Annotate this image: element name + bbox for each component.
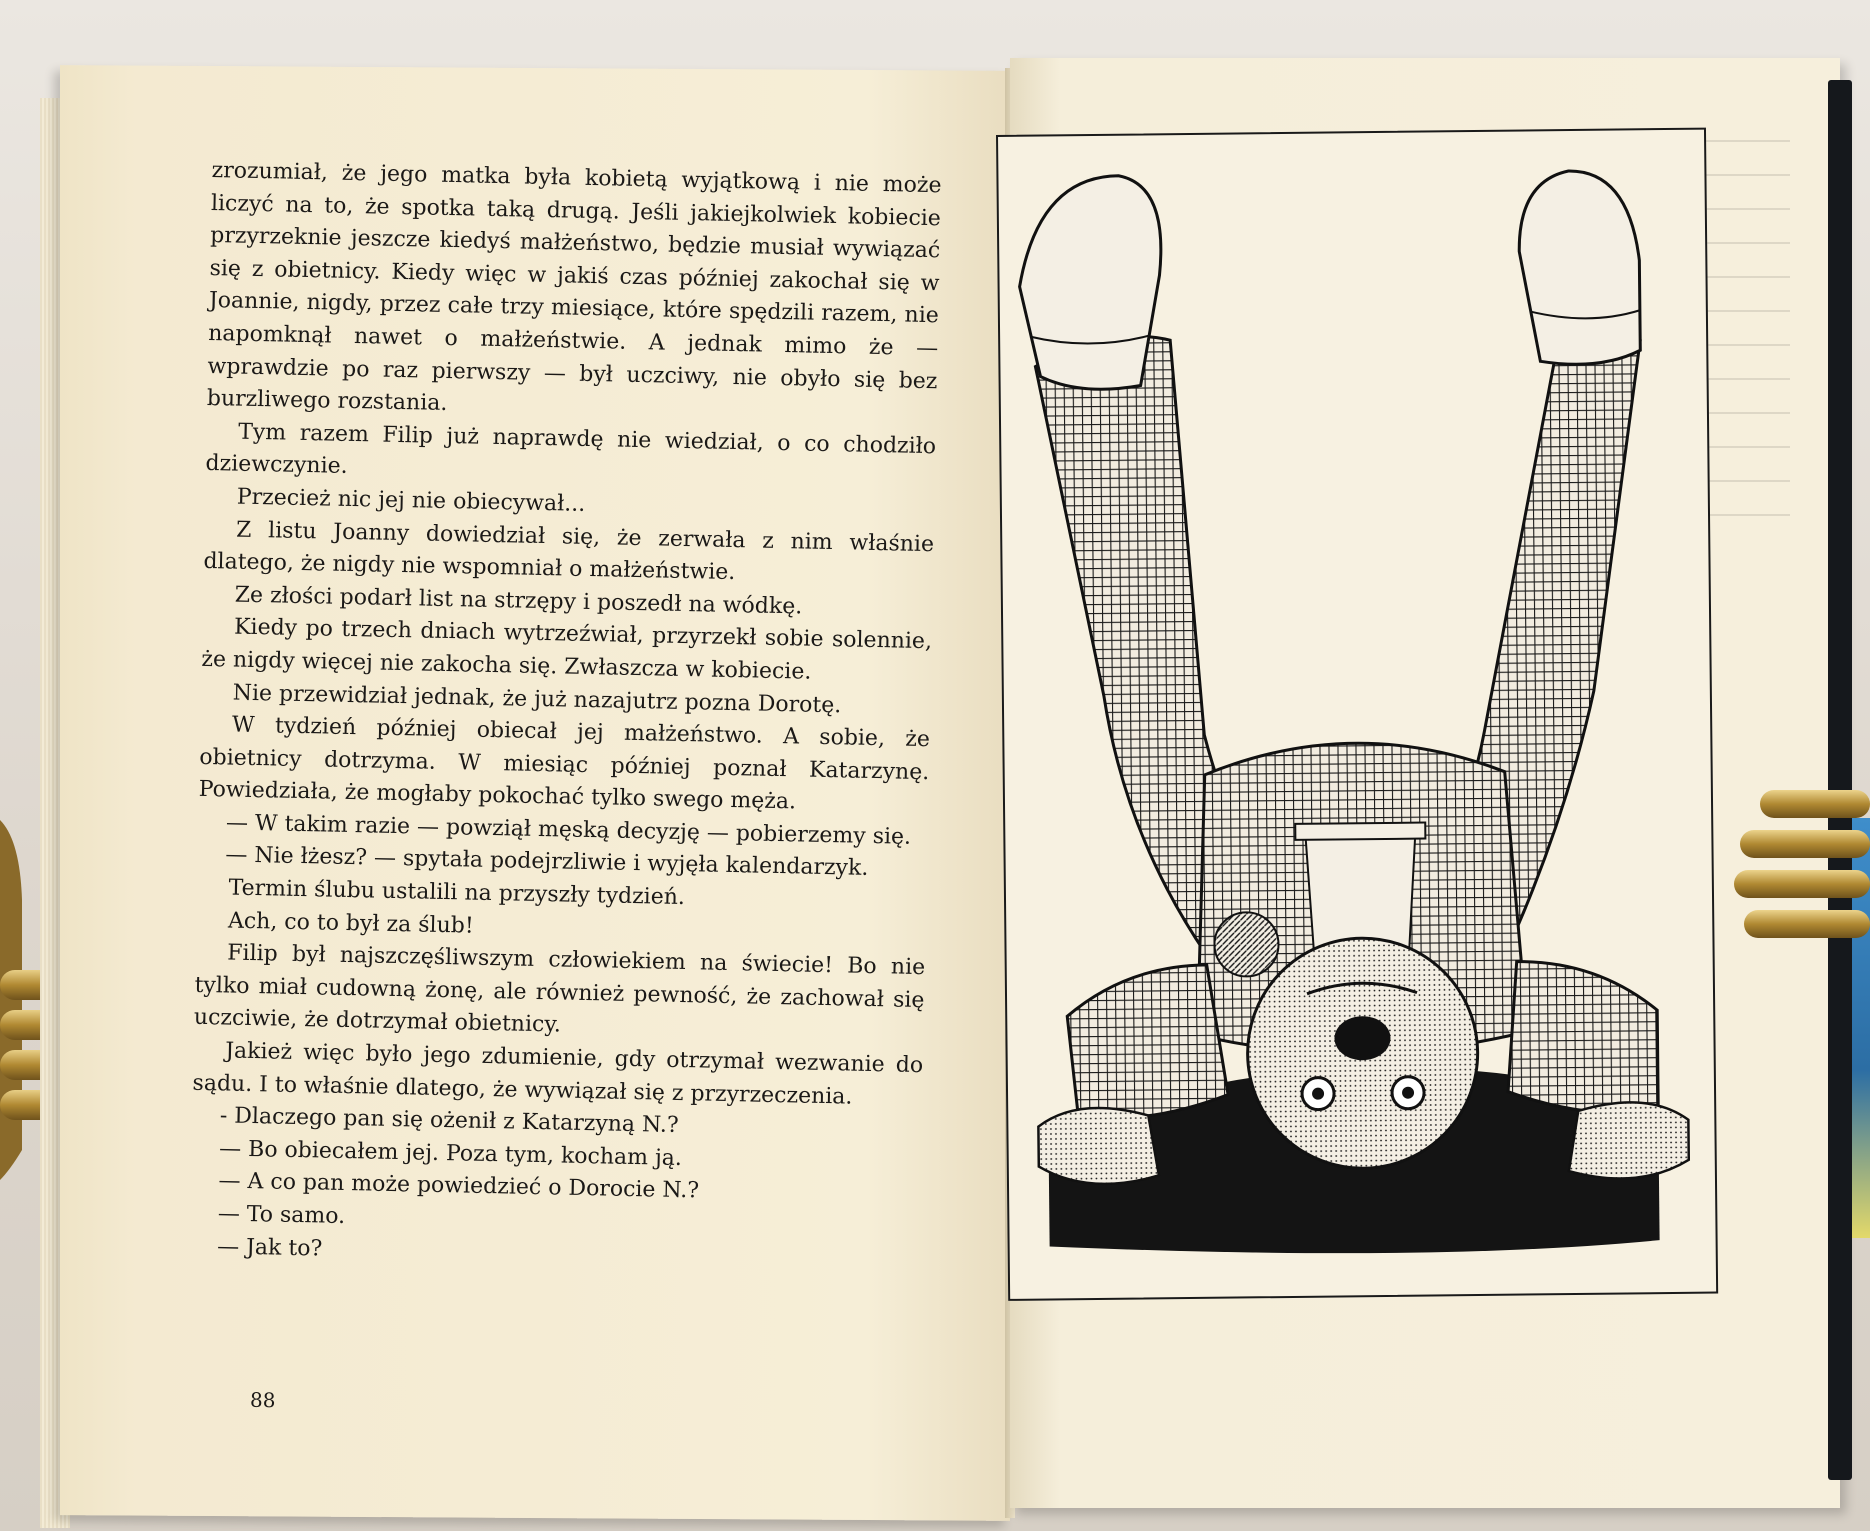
left-hand (1038, 1107, 1159, 1184)
paragraph: Ze złości podarł list na strzępy i poszedł na wódkę. (234, 582, 803, 620)
paragraph: zrozumiał, że jego matka była kobietą wyjątkową i nie może liczyć na to, że spotka taką drugą. Jeśli jakiejkolwiek kobiecie przyrzeknie jeszcze kiedyś małżeństwo, będzie musiał wywiązać się z obietnicy. Kiedy więc w jakiś czas później zakochał się w Joannie, nigdy, przez całe trzy miesiące, które spędzili razem, nie napomknął nawet o małżeństwie. A jednak mimo że — wprawdzie po raz pierwszy — był uczciwy, nie obyło się bez burzliwego rozstania. (206, 157, 942, 417)
right-hand (1568, 1102, 1689, 1179)
right-arm (1507, 960, 1659, 1114)
page-number: 88 (249, 1387, 276, 1413)
paragraph: Kiedy po trzech dniach wytrzeźwiał, przyrzekł sobie solennie, że nigdy więcej nie zakocha się. Zwłaszcza w kobiecie. (201, 614, 933, 685)
left-arm (1067, 965, 1229, 1119)
paragraph: — Nie łżesz? — spytała podejrzliwie i wyjęła kalendarzyk. (225, 842, 869, 882)
illustration (996, 128, 1718, 1301)
paragraph: — W takim razie — powziął męską decyzję — pobierzemy się. (225, 810, 912, 850)
paragraph: Jakież więc było jego zdumienie, gdy otrzymał wezwanie do sądu. I to właśnie dlatego, że wywiązał się z przyrzeczenia. (192, 1038, 924, 1110)
paragraph: Nie przewidział jednak, że już nazajutrz pozna Dorotę. (232, 680, 842, 718)
paragraph: — To samo. (217, 1201, 346, 1230)
book-stand-right (1730, 730, 1870, 970)
paragraph: Tym razem Filip już naprawdę nie wiedział, o co chodziło dziewczynie. (205, 419, 937, 480)
paragraph: - Dlaczego pan się ożenił z Katarzyną N.? (219, 1103, 679, 1139)
paragraph: Z listu Joanny dowiedział się, że zerwała z nim właśnie dlatego, że nigdy nie wspomniał o małżeństwie. (203, 517, 935, 586)
paragraph: — Bo obiecałem jej. Poza tym, kocham ją. (218, 1136, 683, 1171)
flower (1214, 912, 1279, 977)
left-page-text (189, 155, 942, 1278)
paragraph: Ach, co to był za ślub! (227, 908, 474, 939)
paragraph: — A co pan może powiedzieć o Dorocie N.? (218, 1168, 700, 1204)
right-shoe (1518, 170, 1640, 365)
left-shoe (1018, 175, 1162, 390)
paragraph: Przecież nic jej nie obiecywał... (236, 484, 586, 517)
paragraph: W tydzień później obiecał jej małżeństwo. A sobie, że obietnicy dotrzyma. W miesiąc później poznał Katarzynę. Powiedziała, że mogłaby pokochać tylko swego męża. (198, 712, 931, 815)
paragraph: Filip był najszczęśliwszym człowiekiem na świecie! Bo nie tylko miał cudowną żonę, ale również pewność, że zachował się uczciwie, że dotrzymał obietnicy. (193, 940, 926, 1038)
headstand-man-drawing (998, 130, 1716, 1299)
paragraph: Termin ślubu ustalili na przyszły tydzień. (228, 875, 686, 911)
paragraph: — Jak to? (216, 1233, 323, 1262)
